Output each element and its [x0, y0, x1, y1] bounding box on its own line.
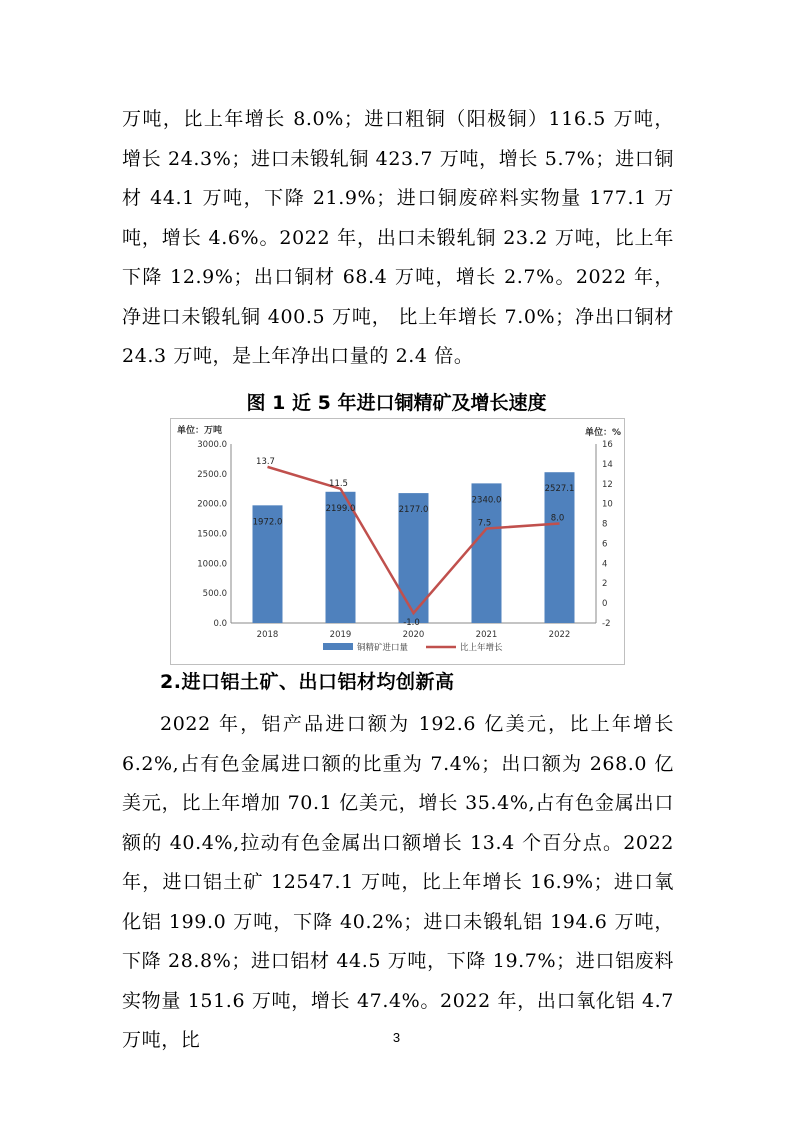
figure-title: 图 1 近 5 年进口铜精矿及增长速度: [246, 392, 547, 414]
line-data-label: -1.0: [403, 618, 420, 629]
bar-line-chart: [171, 419, 624, 664]
section-heading: 2.进口铝土矿、出口铝材均创新高: [160, 671, 455, 693]
left-axis-tick-label: 1500.0: [197, 529, 227, 540]
right-axis-tick-label: 6: [602, 539, 608, 550]
right-axis-tick-label: 10: [602, 499, 613, 510]
line-data-label: 13.7: [256, 456, 275, 467]
right-axis-tick-label: -2: [602, 619, 611, 629]
line-data-label: 8.0: [550, 513, 565, 524]
right-axis-unit-label: 单位：%: [584, 428, 621, 438]
body-paragraph-bottom: 2022 年，铝产品进口额为 192.6 亿美元，比上年增长 6.2%,占有色金属进口额的比重为 7.4%；出口额为 268.0 亿美元，比上年增加 70.1 亿美元，增长 35.4%,占有色金属出口额的 40.4%,拉动有色金属出口额增长 13.4 个百分点。2022 年，进口铝土矿 12547.1 万吨，比上年增长 16.9%；进口氧化铝 199.0 万吨，下降 40.2%；进口未锻轧铝 194.6 万吨，下降 28.8%；进口铝材 44.5 万吨，下降 19.7%；进口铝废料实物量 151.6 万吨，增长 47.4%。2022 年，出口氧化铝 4.7 万吨，比: [122, 713, 674, 1051]
legend-label-line: 比上年增长: [460, 643, 503, 653]
body-paragraph-top: 万吨，比上年增长 8.0%；进口粗铜（阳极铜）116.5 万吨，增长 24.3%；进口未锻轧铜 423.7 万吨，增长 5.7%；进口铜材 44.1 万吨，下降 21.9%；进口铜废碎料实物量 177.1 万吨，增长 4.6%。2022 年，出口未锻轧铜 23.2 万吨，比上年下降 12.9%；出口铜材 68.4 万吨，增长 2.7%。2022 年，净进口未锻轧铜 400.5 万吨， 比上年增长 7.0%；净出口铜材 24.3 万吨，是上年净出口量的 2.4 倍。: [122, 108, 674, 367]
line-data-label: 7.5: [477, 518, 492, 529]
bar-data-label: 1972.0: [252, 517, 283, 528]
right-axis-tick-label: 2: [602, 579, 608, 590]
left-axis-tick-label: 500.0: [202, 589, 227, 600]
right-axis-tick-label: 14: [602, 459, 613, 470]
line-data-label: 11.5: [329, 478, 348, 489]
x-axis-tick-label: 2020: [402, 630, 425, 640]
bar-data-label: 2340.0: [471, 495, 502, 506]
x-axis-tick-label: 2021: [475, 630, 498, 640]
right-axis-tick-label: 16: [602, 440, 613, 450]
left-axis-unit-label: 单位：万吨: [177, 426, 223, 436]
x-axis-tick-label: 2022: [548, 630, 571, 640]
left-axis-tick-label: 2000.0: [197, 499, 227, 510]
x-axis-tick-label: 2019: [329, 630, 352, 640]
legend-label-bar: 铜精矿进口量: [357, 643, 409, 653]
bar-data-label: 2199.0: [325, 503, 356, 514]
right-axis-tick-label: 12: [602, 479, 613, 490]
left-axis-tick-label: 2500.0: [197, 469, 227, 480]
right-axis-tick-label: 8: [602, 519, 608, 530]
bar-data-label: 2527.1: [544, 484, 575, 495]
left-axis-tick-label: 0.0: [213, 619, 227, 629]
right-axis-tick-label: 0: [602, 599, 608, 610]
legend-swatch-bar: [323, 643, 353, 650]
bar: [545, 472, 575, 623]
left-axis-tick-label: 1000.0: [197, 559, 227, 570]
x-axis-tick-label: 2018: [256, 630, 279, 640]
left-axis-tick-label: 3000.0: [197, 440, 227, 450]
chart-container: [170, 418, 625, 665]
bar-data-label: 2177.0: [398, 505, 429, 516]
right-axis-tick-label: 4: [602, 559, 608, 570]
page-number: 3: [392, 1030, 401, 1045]
